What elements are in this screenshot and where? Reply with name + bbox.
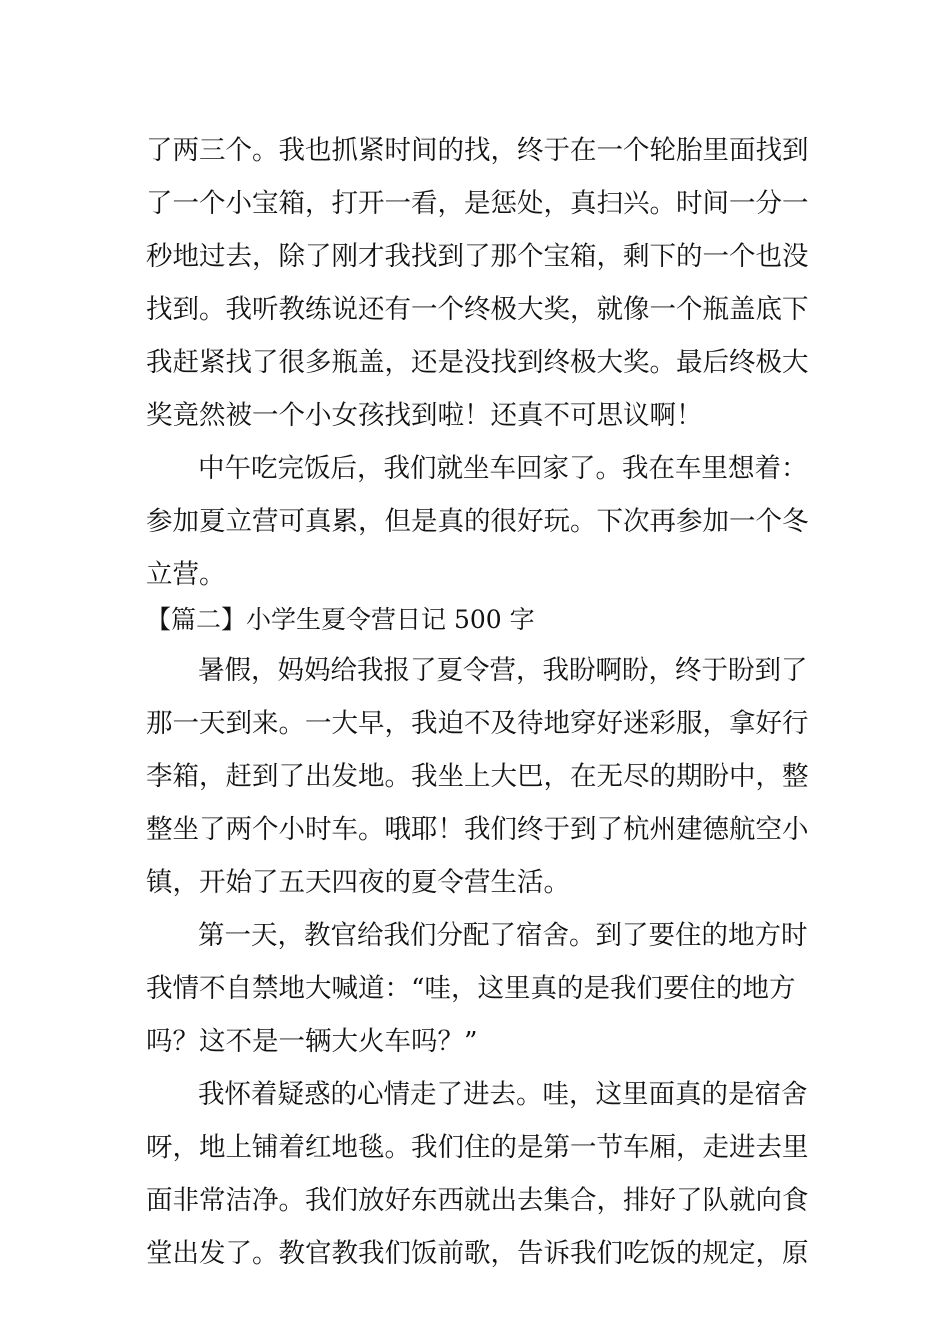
text-line: 奖竟然被一个小女孩找到啦！还真不可思议啊！ (146, 400, 703, 431)
text-line: 参加夏立营可真累，但是真的很好玩。下次再参加一个冬 (146, 506, 809, 537)
text-line: 我赶紧找了很多瓶盖，还是没找到终极大奖。最后终极大 (146, 347, 809, 378)
text-line: 吗？这不是一辆大火车吗？” (146, 1026, 478, 1057)
text-line: 秒地过去，除了刚才我找到了那个宝箱，剩下的一个也没 (146, 241, 809, 272)
document-page (146, 124, 816, 1280)
text-line: 了一个小宝箱，打开一看，是惩处，真扫兴。时间一分一 (146, 188, 809, 219)
text-line: 找到。我听教练说还有一个终极大奖，就像一个瓶盖底下 (146, 294, 809, 325)
text-line: 面非常洁净。我们放好东西就出去集合，排好了队就向食 (146, 1185, 809, 1216)
text-line: 整坐了两个小时车。哦耶！我们终于到了杭州建德航空小 (146, 814, 809, 845)
text-line: 堂出发了。教官教我们饭前歌，告诉我们吃饭的规定，原 (146, 1238, 809, 1269)
paragraph-start-line: 暑假，妈妈给我报了夏令营，我盼啊盼，终于盼到了 (198, 655, 808, 686)
text-line: 李箱，赶到了出发地。我坐上大巴，在无尽的期盼中，整 (146, 761, 809, 792)
section-heading: 【篇二】小学生夏令营日记 500 字 (146, 605, 535, 634)
paragraph-start-line: 中午吃完饭后，我们就坐车回家了。我在车里想着： (198, 453, 808, 484)
text-line: 了两三个。我也抓紧时间的找，终于在一个轮胎里面找到 (146, 135, 809, 166)
text-line: 立营。 (146, 559, 226, 590)
paragraph-start-line: 我怀着疑惑的心情走了进去。哇，这里面真的是宿舍 (198, 1079, 808, 1110)
text-line: 那一天到来。一大早，我迫不及待地穿好迷彩服，拿好行 (146, 708, 809, 739)
text-line: 我情不自禁地大喊道：“哇，这里真的是我们要住的地方 (146, 973, 796, 1004)
paragraph-start-line: 第一天，教官给我们分配了宿舍。到了要住的地方时 (198, 920, 808, 951)
text-line: 镇，开始了五天四夜的夏令营生活。 (146, 867, 570, 898)
text-line: 呀，地上铺着红地毯。我们住的是第一节车厢，走进去里 (146, 1132, 809, 1163)
